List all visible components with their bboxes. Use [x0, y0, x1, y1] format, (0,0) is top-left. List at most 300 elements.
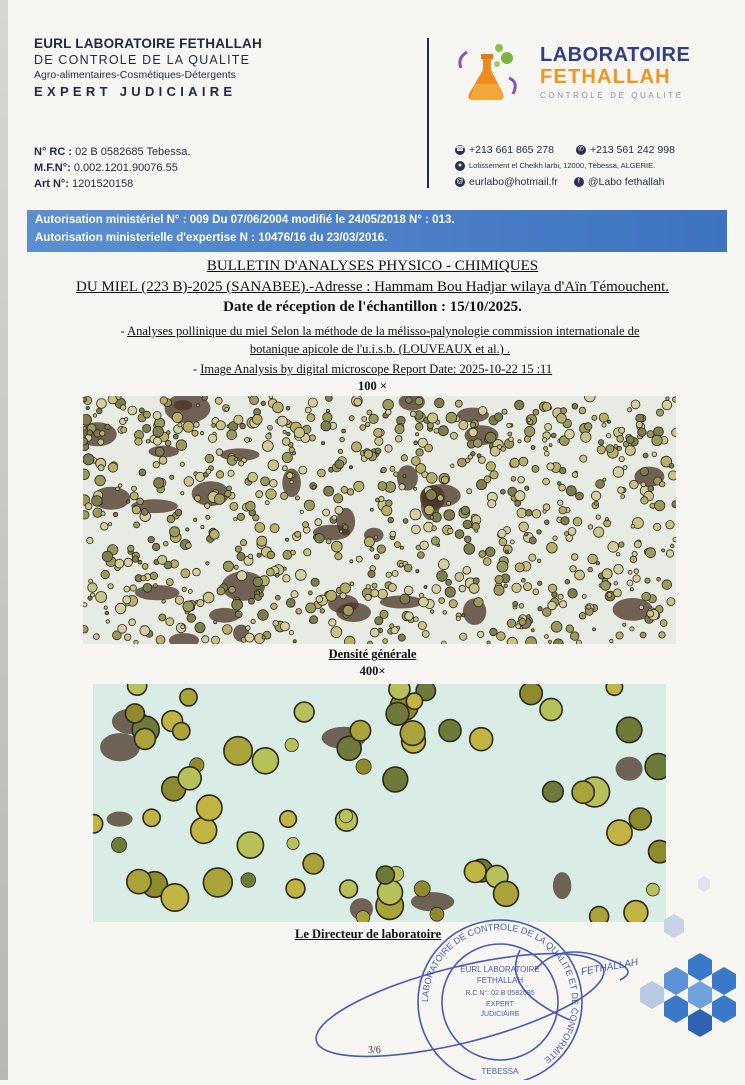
- pollen-grain: [289, 447, 294, 452]
- pollen-grain: [576, 492, 584, 500]
- pollen-grain: [307, 414, 315, 422]
- phone-1: +213 661 865 278: [469, 144, 554, 156]
- pollen-grain: [382, 506, 392, 516]
- pollen-grain: [138, 560, 142, 564]
- pollen-grain: [86, 406, 89, 409]
- official-stamp: [310, 910, 660, 1080]
- pollen-grain: [315, 519, 322, 526]
- flask-logo-icon: [453, 38, 525, 110]
- pollen-grain: [560, 467, 566, 473]
- pollen-grain: [524, 583, 532, 591]
- pollen-grain: [371, 589, 379, 597]
- pollen-grain: [282, 466, 287, 471]
- pollen-grain: [347, 489, 353, 495]
- pollen-grain: [547, 463, 554, 470]
- pollen-grain: [444, 510, 455, 521]
- pollen-grain: [277, 416, 287, 426]
- pollen-grain: [196, 404, 199, 407]
- pollen-grain: [365, 594, 371, 600]
- pollen-grain: [253, 515, 259, 521]
- pollen-grain: [245, 633, 254, 642]
- email-link[interactable]: eurlabo@hotmail.fr: [469, 176, 558, 188]
- pollen-grain: [273, 402, 284, 413]
- pollen-grain: [490, 628, 497, 635]
- page-number: 3/6: [368, 1045, 381, 1056]
- pollen-grain: [188, 589, 192, 593]
- pollen-grain: [386, 572, 391, 577]
- pollen-grain: [257, 536, 267, 546]
- pollen-grain: [383, 639, 388, 644]
- pollen-grain: [304, 549, 311, 556]
- pollen-grain: [448, 528, 453, 533]
- stamp-line-5: JUDICIAIRE: [480, 1011, 520, 1018]
- pollen-grain: [230, 502, 238, 510]
- pollen-grain: [456, 617, 460, 621]
- pollen-grain: [294, 702, 314, 722]
- pollen-grain: [416, 449, 423, 456]
- pollen-grain: [551, 621, 562, 632]
- pollen-grain: [531, 446, 535, 450]
- pollen-grain: [235, 546, 241, 552]
- pollen-grain: [326, 409, 329, 412]
- pollen-grain: [431, 610, 434, 613]
- report-title: BULLETIN D'ANALYSES PHYSICO - CHIMIQUES: [206, 258, 539, 274]
- pollen-grain: [646, 548, 656, 558]
- pollen-grain: [83, 397, 87, 401]
- pollen-grain: [614, 564, 624, 574]
- pollen-grain: [88, 583, 97, 592]
- pollen-grain: [602, 569, 612, 579]
- pollen-grain: [289, 631, 293, 635]
- debris-particle: [336, 603, 371, 622]
- pollen-grain: [543, 438, 547, 442]
- pollen-grain: [507, 423, 511, 427]
- pollen-grain: [445, 587, 455, 597]
- pollen-grain: [410, 509, 421, 520]
- pollen-grain: [400, 546, 403, 549]
- micrograph-400x: [93, 684, 666, 922]
- pollen-grain: [414, 487, 417, 490]
- pollen-grain: [494, 585, 504, 595]
- pollen-grain: [619, 457, 624, 462]
- pollen-grain: [511, 477, 516, 482]
- pollen-grain: [570, 632, 579, 641]
- pollen-grain: [286, 879, 305, 898]
- pollen-grain: [170, 475, 174, 479]
- pollen-grain: [432, 585, 441, 594]
- pollen-grain: [193, 568, 201, 576]
- pollen-grain: [152, 543, 159, 550]
- pollen-grain: [269, 396, 273, 399]
- pollen-grain: [83, 454, 94, 465]
- pollen-grain: [495, 575, 503, 583]
- pollen-grain: [106, 620, 109, 623]
- pollen-grain: [214, 494, 225, 505]
- pollen-grain: [258, 610, 269, 621]
- pollen-grain: [464, 544, 475, 555]
- director-signature-label: Le Directeur de laboratoire: [295, 927, 442, 941]
- rc-label: N° RC :: [34, 146, 73, 158]
- pollen-grain: [617, 446, 621, 450]
- reception-date: Date de réception de l'échantillon : 15/10/2025.: [223, 299, 522, 315]
- pollen-grain: [87, 430, 92, 435]
- pollen-grain: [295, 531, 301, 537]
- pollen-grain: [538, 607, 542, 611]
- pollen-grain: [548, 584, 556, 592]
- header-divider: [427, 38, 429, 188]
- pollen-grain: [565, 579, 570, 584]
- page-edge: [0, 0, 8, 1080]
- pollen-grain: [339, 810, 352, 823]
- pollen-grain: [241, 540, 247, 546]
- contact-info: [455, 142, 725, 190]
- pollen-grain: [308, 591, 312, 595]
- pollen-grain: [628, 570, 632, 574]
- phone-icon: ☎: [455, 146, 465, 153]
- pollen-grain: [400, 563, 403, 566]
- pollen-grain: [592, 415, 597, 420]
- pollen-grain: [202, 396, 207, 400]
- pollen-grain: [281, 492, 288, 499]
- pollen-grain: [494, 413, 502, 421]
- pollen-grain: [262, 636, 265, 639]
- pollen-grain: [479, 551, 486, 558]
- pollen-grain: [97, 399, 107, 409]
- pollen-grain: [195, 495, 201, 501]
- pollen-grain: [666, 521, 674, 529]
- pollen-grain: [508, 432, 512, 436]
- pollen-grain: [617, 717, 642, 742]
- pollen-grain: [123, 596, 131, 604]
- pollen-grain: [660, 482, 665, 487]
- debris-particle: [220, 448, 260, 461]
- pollen-grain: [167, 431, 171, 435]
- general-density-caption: Densité générale: [328, 647, 417, 661]
- pollen-grain: [566, 625, 574, 633]
- pollen-grain: [87, 537, 93, 543]
- pollen-grain: [97, 408, 103, 414]
- pollen-grain: [342, 429, 346, 433]
- pollen-grain: [112, 837, 127, 852]
- pollen-grain: [474, 598, 483, 607]
- pollen-grain: [470, 728, 493, 751]
- debris-particle: [107, 812, 133, 827]
- pollen-grain: [287, 473, 293, 479]
- pollen-grain: [108, 463, 117, 472]
- pollen-grain: [619, 542, 624, 547]
- pollen-grain: [498, 529, 506, 537]
- pollen-grain: [557, 413, 567, 423]
- pollen-grain: [366, 585, 370, 589]
- pollen-grain: [83, 511, 89, 519]
- pollen-grain: [598, 440, 603, 445]
- email-icon: @: [456, 178, 464, 185]
- facebook-link[interactable]: @Labo fethallah: [587, 176, 665, 188]
- pollen-grain: [159, 456, 167, 464]
- whatsapp-icon: ✆: [576, 145, 586, 155]
- pollen-grain: [462, 614, 465, 617]
- pollen-grain: [652, 452, 657, 457]
- company-sectors: Agro-alimentaires-Cosmétiques-Détergents: [34, 69, 236, 81]
- pollen-grain: [340, 530, 343, 533]
- pollen-grain: [85, 503, 92, 510]
- pollen-grain: [370, 547, 374, 551]
- pollen-grain: [290, 480, 293, 483]
- pollen-grain: [105, 424, 110, 429]
- image-analysis-text: Image Analysis by digital microscope Report Date: 2025-10-22 15 :11: [200, 362, 553, 376]
- pollen-grain: [630, 588, 633, 591]
- pollen-grain: [228, 470, 234, 476]
- pollen-grain: [540, 698, 562, 720]
- pollen-grain: [296, 609, 302, 615]
- pollen-grain: [416, 433, 419, 436]
- pollen-grain: [585, 423, 592, 430]
- pollen-grain: [172, 412, 182, 422]
- pollen-grain: [205, 454, 214, 463]
- address: Lotissement el Cheikh larbi, 12000, Tébessa, ALGERIE.: [469, 161, 656, 170]
- pollen-grain: [386, 409, 392, 415]
- pollen-grain: [512, 583, 521, 592]
- pollen-grain: [618, 487, 625, 494]
- pollen-grain: [160, 397, 167, 404]
- pollen-grain: [130, 585, 136, 591]
- pollen-grain: [340, 437, 345, 442]
- pollen-grain: [197, 795, 222, 820]
- pollen-grain: [561, 408, 567, 414]
- pollen-grain: [273, 621, 279, 627]
- pollen-grain: [183, 601, 194, 612]
- pollen-grain: [383, 399, 394, 410]
- pollen-grain: [510, 458, 519, 467]
- pollen-grain: [419, 597, 429, 607]
- pollen-grain: [518, 477, 525, 484]
- pollen-grain: [266, 489, 276, 499]
- pollen-grain: [543, 478, 550, 485]
- pollen-grain: [438, 559, 449, 570]
- pollen-grain: [102, 551, 112, 561]
- pollen-grain: [268, 425, 273, 430]
- pollen-grain: [140, 626, 150, 636]
- pollen-grain: [309, 435, 315, 441]
- pollen-grain: [588, 554, 598, 564]
- pollen-grain: [390, 531, 396, 537]
- pollen-grain: [141, 509, 148, 516]
- pollen-grain: [623, 466, 627, 470]
- pollen-grain: [599, 413, 608, 422]
- pollen-grain: [305, 407, 311, 413]
- authorization-banner: [27, 210, 727, 252]
- pollen-grain: [234, 518, 237, 521]
- pollen-grain: [83, 626, 88, 633]
- pollen-grain: [202, 636, 209, 643]
- pollen-grain: [532, 465, 539, 472]
- pollen-grain: [626, 436, 634, 444]
- pollen-grain: [155, 447, 164, 456]
- phone-2: +213 561 242 998: [589, 144, 675, 156]
- pollen-grain: [670, 544, 674, 548]
- pollen-grain: [356, 759, 371, 774]
- pollen-grain: [173, 434, 178, 439]
- debris-particle: [135, 585, 180, 600]
- pollen-grain: [248, 554, 253, 559]
- pollen-grain: [544, 446, 548, 450]
- pollen-grain: [509, 437, 514, 442]
- pollen-grain: [437, 571, 448, 582]
- pollen-grain: [519, 457, 528, 466]
- pollen-grain: [252, 415, 262, 425]
- pollen-grain: [312, 485, 316, 489]
- pollen-grain: [283, 575, 290, 582]
- pollen-grain: [178, 767, 201, 790]
- pollen-grain: [364, 537, 374, 547]
- pollen-grain: [335, 506, 343, 514]
- pollen-grain: [519, 522, 529, 532]
- pollen-grain: [118, 624, 127, 633]
- mfn-value: 0.002.1201.90076.55: [70, 162, 178, 174]
- pollen-grain: [669, 463, 674, 468]
- pollen-grain: [487, 641, 490, 644]
- pollen-grain: [354, 481, 364, 491]
- pollen-grain: [672, 429, 676, 437]
- pollen-grain: [195, 623, 205, 633]
- pollen-grain: [380, 610, 388, 618]
- pollen-grain: [455, 530, 464, 539]
- pollen-grain: [641, 497, 648, 504]
- pollen-grain: [666, 550, 673, 557]
- micrograph-100x: [83, 396, 676, 644]
- pollen-grain: [639, 605, 644, 610]
- pollen-grain: [194, 518, 197, 521]
- pollen-grain: [464, 536, 471, 543]
- pollen-grain: [143, 809, 160, 826]
- pollen-grain: [181, 492, 184, 495]
- pollen-grain: [104, 606, 107, 609]
- pollen-grain: [410, 411, 416, 417]
- pollen-grain: [648, 486, 654, 492]
- pollen-grain: [275, 573, 279, 577]
- pollen-grain: [395, 425, 404, 434]
- pollen-grain: [597, 446, 605, 454]
- pollen-grain: [139, 469, 146, 476]
- pollen-grain: [280, 811, 297, 828]
- pollen-grain: [275, 595, 280, 600]
- pollen-grain: [203, 868, 232, 897]
- pollen-grain: [580, 455, 587, 462]
- method-line-1: Analyses pollinique du miel Selon la méthode de la mélisso-palynologie commission internationale de: [127, 324, 640, 338]
- pollen-grain: [378, 628, 383, 633]
- pollen-grain: [234, 415, 243, 424]
- pollen-grain: [286, 406, 290, 410]
- pollen-grain: [630, 627, 634, 631]
- pollen-grain: [115, 559, 124, 568]
- pollen-grain: [132, 486, 137, 491]
- pollen-grain: [525, 532, 529, 536]
- pollen-grain: [499, 538, 507, 546]
- stamp-line-4: EXPERT: [486, 1001, 514, 1008]
- pollen-grain: [395, 436, 402, 443]
- pollen-grain: [634, 541, 641, 548]
- pollen-grain: [545, 451, 550, 456]
- pollen-grain: [529, 537, 536, 544]
- pollen-grain: [176, 440, 187, 451]
- pollen-grain: [621, 495, 625, 499]
- pollen-grain: [271, 603, 277, 609]
- pollen-grain: [291, 550, 296, 555]
- pollen-grain: [113, 512, 117, 516]
- pollen-grain: [223, 625, 233, 635]
- pollen-grain: [96, 592, 107, 603]
- pollen-grain: [101, 523, 109, 531]
- pollen-grain: [403, 519, 408, 524]
- pollen-grain: [526, 637, 537, 644]
- pollen-grain: [537, 530, 542, 535]
- pollen-grain: [566, 486, 576, 496]
- pollen-grain: [143, 424, 151, 432]
- pollen-grain: [573, 517, 582, 526]
- pollen-grain: [121, 427, 127, 433]
- pollen-grain: [667, 598, 675, 606]
- pollen-grain: [164, 541, 169, 546]
- pollen-grain: [548, 640, 551, 643]
- pollen-grain: [98, 465, 104, 471]
- pollen-grain: [116, 487, 120, 491]
- pollen-grain: [184, 477, 194, 487]
- pollen-grain: [368, 641, 373, 644]
- pollen-grain: [588, 567, 593, 572]
- pollen-grain: [501, 489, 506, 494]
- pollen-grain: [338, 449, 342, 453]
- pollen-grain: [469, 428, 477, 436]
- pollen-grain: [329, 619, 336, 626]
- pollen-grain: [137, 498, 144, 505]
- pollen-grain: [657, 577, 661, 581]
- pollen-grain: [295, 496, 299, 500]
- pollen-grain: [83, 437, 88, 445]
- pollen-grain: [510, 540, 514, 544]
- pollen-grain: [237, 571, 247, 581]
- pollen-grain: [206, 469, 211, 474]
- pollen-grain: [438, 426, 448, 436]
- method-line-2: botanique apicole de l'u.i.s.b. (LOUVEAUX et al.) .: [249, 342, 511, 356]
- lab-logo-text: [540, 44, 720, 100]
- pollen-grain: [225, 490, 231, 496]
- pollen-grain: [246, 626, 251, 631]
- pollen-grain: [394, 542, 400, 548]
- pollen-grain: [656, 409, 663, 416]
- pollen-grain: [251, 619, 255, 623]
- pollen-grain: [178, 423, 182, 427]
- pollen-grain: [237, 552, 245, 560]
- company-expert: EXPERT JUDICIAIRE: [34, 84, 237, 99]
- pollen-grain: [388, 584, 396, 592]
- pollen-grain: [450, 432, 457, 439]
- pollen-grain: [405, 612, 413, 620]
- pollen-grain: [579, 407, 586, 414]
- pollen-grain: [324, 486, 334, 496]
- pollen-grain: [570, 566, 576, 572]
- pollen-grain: [525, 486, 529, 490]
- pollen-grain: [259, 593, 263, 597]
- pollen-grain: [266, 568, 274, 576]
- pollen-grain: [459, 420, 468, 429]
- pollen-grain: [375, 437, 383, 445]
- pollen-grain: [203, 592, 214, 603]
- pollen-grain: [262, 441, 273, 452]
- pollen-grain: [415, 397, 423, 405]
- pollen-grain: [381, 467, 386, 472]
- pollen-grain: [625, 445, 635, 455]
- pollen-grain: [153, 412, 161, 420]
